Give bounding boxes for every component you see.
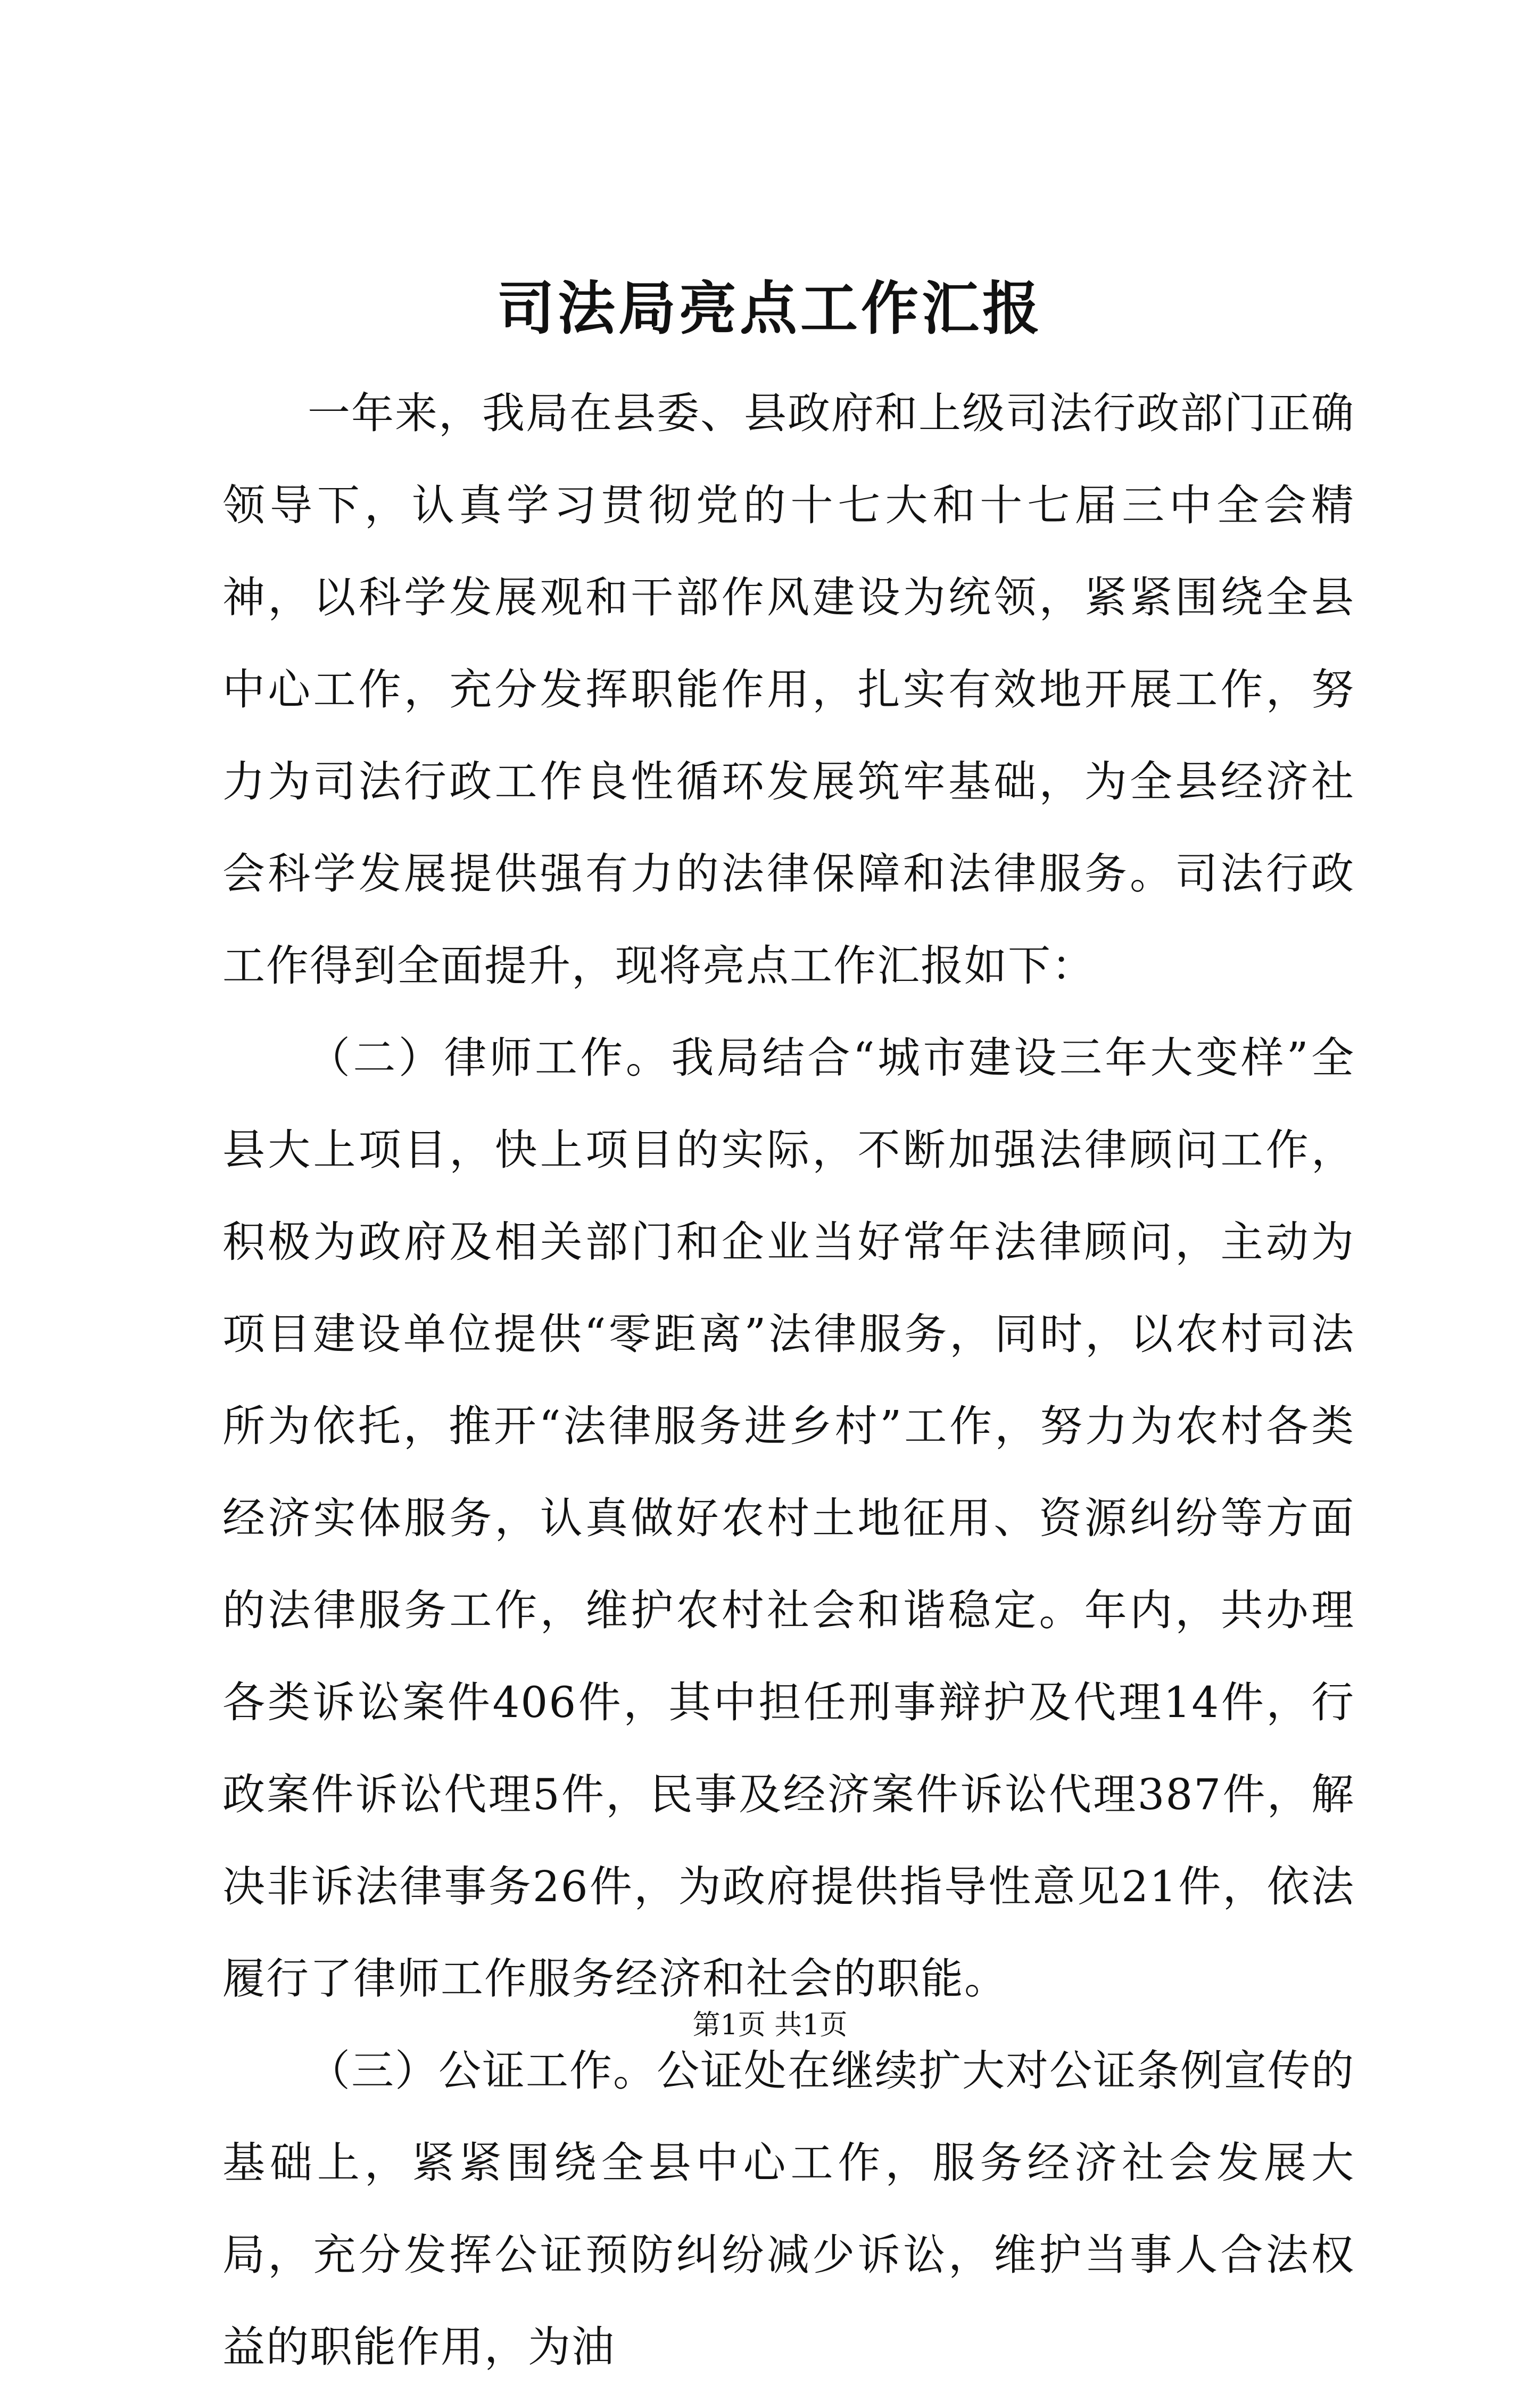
paragraph-intro: 一年来，我局在县委、县政府和上级司法行政部门正确领导下，认真学习贯彻党的十七大和十七届三中全会精神，以科学发展观和干部作风建设为统领，紧紧围绕全县中心工作，充分发挥职能作用，扎实有效地开展工作，努力为司法行政工作良性循环发展筑牢基础，为全县经济社会科学发展提供强有力的法律保障和法律服务。司法行政工作得到全面提升，现将亮点工作汇报如下： [222,389,1355,991]
page-footer [0,2007,1540,2044]
document-body [222,367,1355,2393]
document-title: 司法局亮点工作汇报 [496,275,1043,342]
paragraph-lawyer-work: （二）律师工作。我局结合“城市建设三年大变样”全县大上项目，快上项目的实际，不断加强法律顾问工作，积极为政府及相关部门和企业当好常年法律顾问，主动为项目建设单位提供“零距离”法律服务，同时，以农村司法所为依托，推开“法律服务进乡村”工作，努力为农村各类经济实体服务，认真做好农村土地征用、资源纠纷等方面的法律服务工作，维护农村社会和谐稳定。年内，共办理各类诉讼案件406件，其中担任刑事辩护及代理14件，行政案件诉讼代理5件，民事及经济案件诉讼代理387件，解决非诉法律事务26件，为政府提供指导性意见21件，依法履行了律师工作服务经济和社会的职能。 [222,1033,1355,2003]
paragraph-notary-work: （三）公证工作。公证处在继续扩大对公证条例宣传的基础上，紧紧围绕全县中心工作，服务经济社会发展大局，充分发挥公证预防纠纷减少诉讼，维护当事人合法权益的职能作用，为油 [222,2046,1355,2372]
page-number: 第1页 共1页 [692,2009,848,2041]
